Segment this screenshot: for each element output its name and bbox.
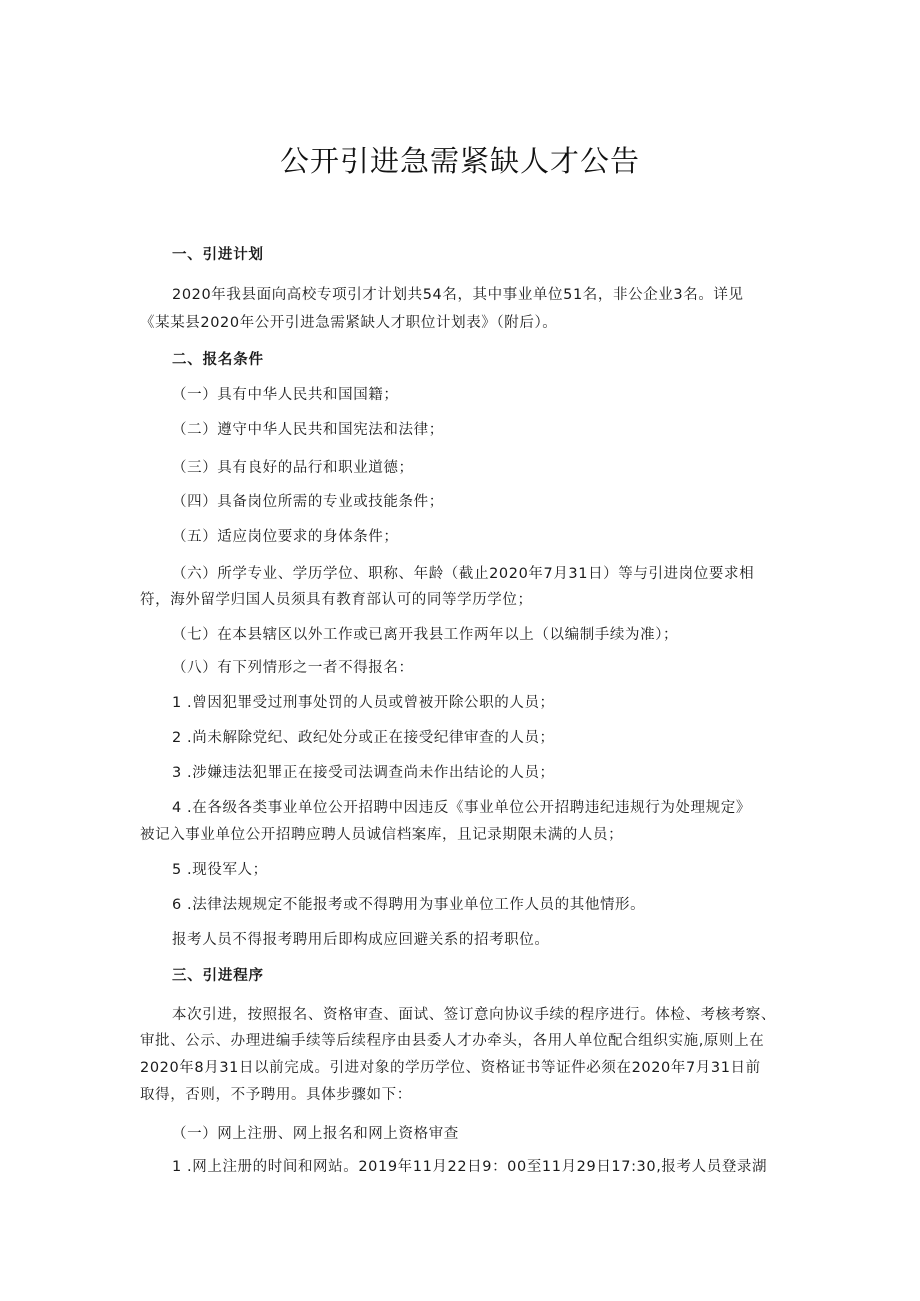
list-item: （七）在本县辖区以外工作或已离开我县工作两年以上（以编制手续为准）； [172, 627, 679, 643]
list-item: 6 .法律法规规定不能报考或不得聘用为事业单位工作人员的其他情形。 [172, 897, 646, 913]
list-item: 报考人员不得报考聘用后即构成应回避关系的招考职位。 [172, 932, 550, 948]
section-heading-conditions: 二、报名条件 [172, 352, 264, 368]
section-heading-plan: 一、引进计划 [172, 247, 264, 263]
section-heading-procedure: 三、引进程序 [172, 968, 264, 984]
page-title: 公开引进急需紧缺人才公告 [279, 144, 640, 178]
paragraph-line: （一）网上注册、网上报名和网上资格审查 [172, 1126, 459, 1142]
list-item: 被记入事业单位公开招聘应聘人员诚信档案库，且记录期限未满的人员； [140, 827, 624, 843]
paragraph-line: 1 .网上注册的时间和网站。2019年11月22日9：00至11月29日17:30,报考人员登录湖 [172, 1159, 768, 1175]
paragraph-line: 2020年我县面向高校专项引才计划共54名，其中事业单位51名，非公企业3名。详见 [172, 287, 744, 303]
list-item: 符，海外留学归国人员须具有教育部认可的同等学历学位； [140, 592, 533, 608]
list-item: 3 .涉嫌违法犯罪正在接受司法调查尚未作出结论的人员； [172, 765, 555, 781]
list-item: 2 .尚未解除党纪、政纪处分或正在接受纪律审查的人员； [172, 730, 555, 746]
paragraph-line: 本次引进，按照报名、资格审查、面试、签订意向协议手续的程序进行。体检、考核考察、 [172, 1007, 776, 1023]
list-item: （五）适应岗位要求的身体条件； [172, 529, 399, 545]
list-item: （三）具有良好的品行和职业道德； [172, 460, 414, 476]
list-item: 4 .在各级各类事业单位公开招聘中因违反《事业单位公开招聘违纪违规行为处理规定》 [172, 800, 751, 816]
paragraph-line: 2020年8月31日以前完成。引进对象的学历学位、资格证书等证件必须在2020年7月31日前 [140, 1060, 761, 1076]
paragraph-line: 审批、公示、办理进编手续等后续程序由县委人才办牵头，各用人单位配合组织实施,原则上在 [140, 1033, 765, 1049]
list-item: （八）有下列情形之一者不得报名： [172, 660, 414, 676]
list-item: （四）具备岗位所需的专业或技能条件； [172, 494, 444, 510]
list-item: （一）具有中华人民共和国国籍； [172, 387, 399, 403]
list-item: 1 .曾因犯罪受过刑事处罚的人员或曾被开除公职的人员； [172, 695, 555, 711]
paragraph-line: 取得，否则，不予聘用。具体步骤如下： [140, 1087, 412, 1103]
list-item: （六）所学专业、学历学位、职称、年龄（截止2020年7月31日）等与引进岗位要求相 [172, 566, 755, 582]
list-item: 5 .现役军人； [172, 862, 268, 878]
list-item: （二）遵守中华人民共和国宪法和法律； [172, 422, 444, 438]
paragraph-line: 《某某县2020年公开引进急需紧缺人才职位计划表》（附后）。 [140, 315, 558, 331]
